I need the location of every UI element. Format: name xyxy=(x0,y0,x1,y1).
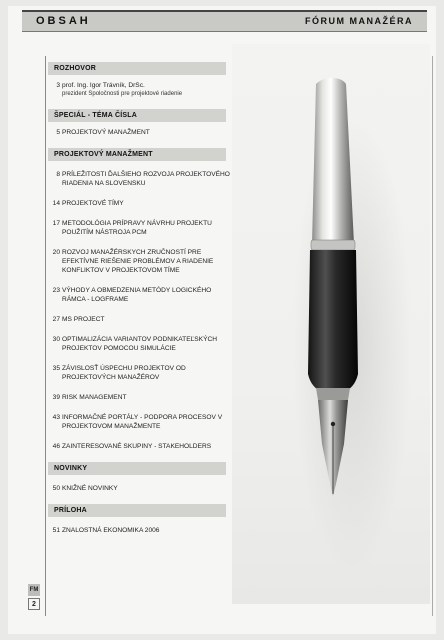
entry-title: ZNALOSTNÁ EKONOMIKA 2006 xyxy=(62,527,160,534)
toc-entry[interactable] xyxy=(50,526,232,535)
table-of-contents xyxy=(50,56,232,535)
section-header: PRÍLOHA xyxy=(48,504,226,517)
section-header: ROZHOVOR xyxy=(48,62,226,75)
page-number: 50 xyxy=(52,485,60,492)
page-folio xyxy=(28,584,40,610)
entry-title: MS PROJECT xyxy=(62,316,105,323)
toc-entry[interactable] xyxy=(50,170,232,188)
page-number: 43 xyxy=(52,414,60,421)
entry-title: VÝHODY A OBMEDZENIA METÓDY LOGICKÉHO RÁMCA - LOGFRAME xyxy=(62,287,212,303)
page-number: 35 xyxy=(52,365,60,372)
section-header: NOVINKY xyxy=(48,462,226,475)
toc-entry[interactable] xyxy=(50,315,232,324)
right-rule xyxy=(432,56,433,616)
section-header: ŠPECIÁL - TÉMA ČÍSLA xyxy=(48,109,226,122)
header-title: OBSAH xyxy=(36,15,91,27)
page-header xyxy=(22,10,427,32)
entry-title: RISK MANAGEMENT xyxy=(62,394,127,401)
toc-entry[interactable] xyxy=(50,393,232,402)
page-number: 30 xyxy=(52,336,60,343)
page-number: 46 xyxy=(52,443,60,450)
left-rule xyxy=(45,56,46,616)
toc-entry[interactable] xyxy=(50,442,232,451)
entry-title: PROJEKTOVÉ TÍMY xyxy=(62,200,124,207)
fountain-pen-photo xyxy=(232,44,430,604)
section-header: PROJEKTOVÝ MANAŽMENT xyxy=(48,148,226,161)
folio-code: FM xyxy=(28,584,40,596)
page-number: 17 xyxy=(52,220,60,227)
magazine-title: FÓRUM MANAŽÉRA xyxy=(305,16,413,26)
toc-entry[interactable] xyxy=(50,199,232,208)
entry-title: OPTIMALIZÁCIA VARIANTOV PODNIKATEĽSKÝCH PROJEKTOV POMOCOU SIMULÁCIE xyxy=(62,336,217,352)
entry-title: PRÍLEŽITOSTI ĎALŠIEHO ROZVOJA PROJEKTOVÉHO RIADENIA NA SLOVENSKU xyxy=(62,171,230,187)
page-number: 14 xyxy=(52,200,60,207)
toc-entry[interactable] xyxy=(50,413,232,431)
toc-entry[interactable] xyxy=(50,81,232,99)
page-number: 51 xyxy=(52,527,60,534)
toc-entry[interactable] xyxy=(50,219,232,237)
page-number: 5 xyxy=(56,129,60,136)
page-number: 20 xyxy=(52,249,60,256)
toc-entry[interactable] xyxy=(50,335,232,353)
page-number: 8 xyxy=(56,171,60,178)
entry-title: INFORMAČNÉ PORTÁLY - PODPORA PROCESOV V PROJEKTOVOM MANAŽMENTE xyxy=(62,414,223,430)
toc-entry[interactable] xyxy=(50,484,232,493)
entry-title: ROZVOJ MANAŽÉRSKYCH ZRUČNOSTÍ PRE EFEKTÍVNE RIEŠENIE PROBLÉMOV A RIADENIE KONFLIKTOV V PROJEKTOVOM TÍME xyxy=(62,249,214,274)
toc-entry[interactable] xyxy=(50,286,232,304)
entry-title: ZAINTERESOVANÉ SKUPINY - STAKEHOLDERS xyxy=(62,443,212,450)
toc-entry[interactable] xyxy=(50,128,232,137)
entry-title: PROJEKTOVÝ MANAŽMENT xyxy=(62,129,150,136)
page-number: 27 xyxy=(52,316,60,323)
page-number: 39 xyxy=(52,394,60,401)
toc-entry[interactable] xyxy=(50,364,232,382)
toc-entry[interactable] xyxy=(50,248,232,275)
entry-title: METODOLÓGIA PRÍPRAVY NÁVRHU PROJEKTU POUŽITÍM NÁSTROJA PCM xyxy=(62,220,212,236)
entry-title: ZÁVISLOSŤ ÚSPECHU PROJEKTOV OD PROJEKTOVÝCH MANAŽÉROV xyxy=(62,365,186,381)
fountain-pen-illustration xyxy=(232,44,430,604)
page-number: 3 xyxy=(56,82,60,89)
entry-title: KNIŽNÉ NOVINKY xyxy=(62,485,118,492)
page-number: 23 xyxy=(52,287,60,294)
entry-subtitle: prezident Spoločnosti pre projektové riadenie xyxy=(62,91,183,97)
folio-page-number: 2 xyxy=(28,598,40,610)
entry-title: prof. Ing. Igor Trávník, DrSc. xyxy=(62,82,145,89)
